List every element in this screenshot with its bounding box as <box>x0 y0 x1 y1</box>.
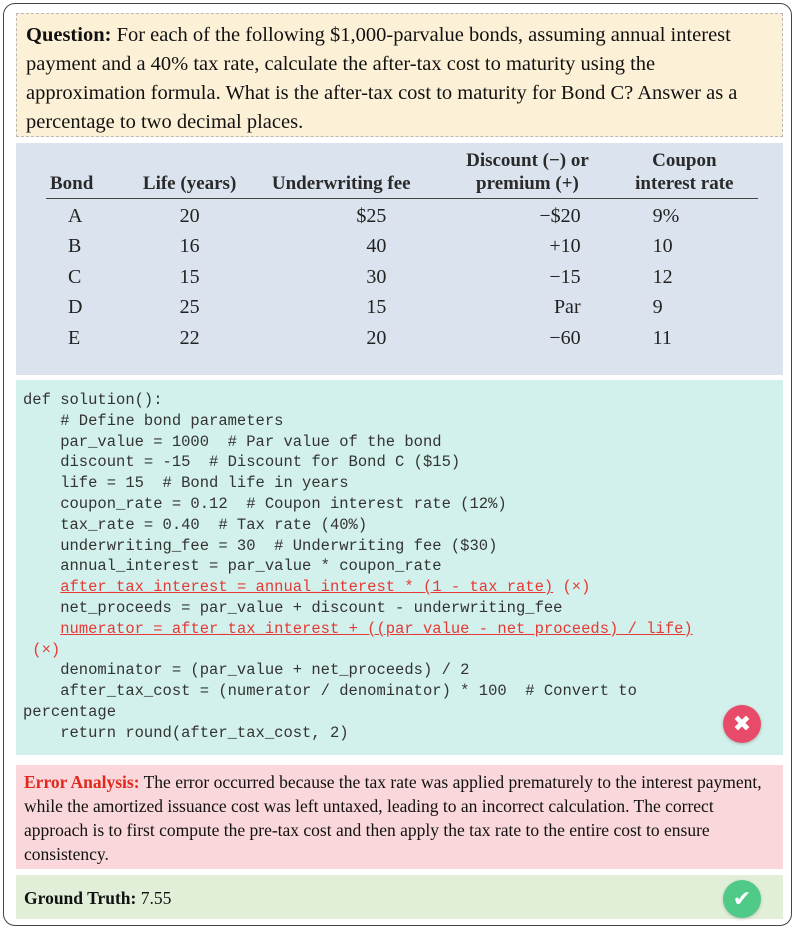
table-row <box>46 323 758 354</box>
code-line: after_tax_cost = (numerator / denominator) * 100 # Convert to <box>23 682 637 701</box>
code-line: underwriting_fee = 30 # Underwriting fee ($30) <box>23 536 498 555</box>
error-analysis-box <box>16 765 783 869</box>
code-line: net_proceeds = par_value + discount - underwriting_fee <box>23 598 563 617</box>
code-block <box>23 390 783 744</box>
header-discount-line2: premium (+) <box>476 173 579 194</box>
code-line: discount = -15 # Discount for Bond C ($15) <box>23 453 461 472</box>
cell-bond: C <box>68 265 82 288</box>
cell-bond: B <box>68 235 82 258</box>
ground-truth-value: 7.55 <box>140 888 172 908</box>
cell-discount: −60 <box>549 326 581 349</box>
bond-table-panel <box>16 143 783 375</box>
table-row <box>46 293 758 324</box>
cell-fee: 20 <box>366 326 387 349</box>
question-text: For each of the following $1,000-parvalue bonds, assuming annual interest payment and a 40% tax rate, calculate the after-tax cost to maturity using the approximation formula. What is the after-tax cost to maturity for Bond C? Answer as a percentage to two decimal places. <box>26 24 738 133</box>
cell-fee: 15 <box>366 296 387 319</box>
cell-fee: $25 <box>356 204 387 227</box>
code-indent <box>23 620 60 638</box>
cell-coupon: 9 <box>652 296 663 319</box>
cell-fee: 30 <box>366 265 387 288</box>
header-life: Life (years) <box>141 143 238 199</box>
code-line: par_value = 1000 # Par value of the bond <box>23 432 442 451</box>
header-coupon-line1: Coupon <box>652 150 717 171</box>
table-row <box>46 199 758 232</box>
error-analysis-label: Error Analysis: <box>24 772 140 792</box>
code-line: # Define bond parameters <box>23 411 284 430</box>
ground-truth-label: Ground Truth: <box>24 888 137 908</box>
code-line: life = 15 # Bond life in years <box>23 474 349 493</box>
cell-bond: D <box>68 296 83 319</box>
cell-coupon: 10 <box>652 235 673 258</box>
header-discount <box>444 143 610 199</box>
header-bond: Bond <box>46 143 141 199</box>
code-indent <box>23 578 60 596</box>
question-label: Question: <box>26 24 112 46</box>
cell-life: 16 <box>179 235 200 258</box>
code-line: percentage <box>23 702 117 721</box>
cell-fee: 40 <box>366 235 387 258</box>
check-icon: ✔ <box>723 880 761 918</box>
ground-truth-box <box>16 875 783 919</box>
cell-life: 22 <box>179 326 200 349</box>
cell-discount: −$20 <box>539 204 581 227</box>
header-discount-line1: Discount (−) or <box>466 150 589 171</box>
error-code-line: after_tax_interest = annual_interest * (1 - tax_rate) <box>60 578 554 597</box>
cell-life: 20 <box>179 204 200 227</box>
bond-table <box>46 143 758 354</box>
wrong-icon: ✖ <box>723 705 761 743</box>
code-line: denominator = (par_value + net_proceeds) / 2 <box>23 661 470 680</box>
cell-discount: −15 <box>549 265 581 288</box>
table-row <box>46 262 758 293</box>
header-coupon <box>611 143 758 199</box>
cell-life: 25 <box>179 296 200 319</box>
code-line: coupon_rate = 0.12 # Coupon interest rate (12%) <box>23 494 507 513</box>
error-code-line: numerator = after_tax_interest + ((par_value - net_proceeds) / life) <box>60 619 693 638</box>
question-box <box>16 13 783 137</box>
cell-life: 15 <box>179 265 200 288</box>
table-header-row <box>46 143 758 199</box>
error-analysis-text: The error occurred because the tax rate was applied prematurely to the interest payment, while the amortized issuance cost was left untaxed, leading to an incorrect calculation. The correct approach is to first compute the pre-tax cost and then apply the tax rate to the entire cost to ensure consistency. <box>24 772 762 864</box>
cell-discount: Par <box>553 296 581 319</box>
error-mark: (×) <box>23 640 61 659</box>
header-coupon-line2: interest rate <box>635 173 734 194</box>
code-line: return round(after_tax_cost, 2) <box>23 723 349 742</box>
code-line: annual_interest = par_value * coupon_rate <box>23 557 442 576</box>
header-fee: Underwriting fee <box>238 143 444 199</box>
cell-discount: +10 <box>549 235 581 258</box>
code-panel <box>16 380 783 755</box>
code-line: tax_rate = 0.40 # Tax rate (40%) <box>23 515 368 534</box>
cell-coupon: 11 <box>652 326 672 349</box>
cell-bond: A <box>68 204 83 227</box>
cell-coupon: 9% <box>652 204 680 227</box>
error-mark: (×) <box>553 578 591 597</box>
table-row <box>46 232 758 263</box>
cell-bond: E <box>68 326 81 349</box>
code-line: def solution(): <box>23 391 163 409</box>
cell-coupon: 12 <box>652 265 673 288</box>
